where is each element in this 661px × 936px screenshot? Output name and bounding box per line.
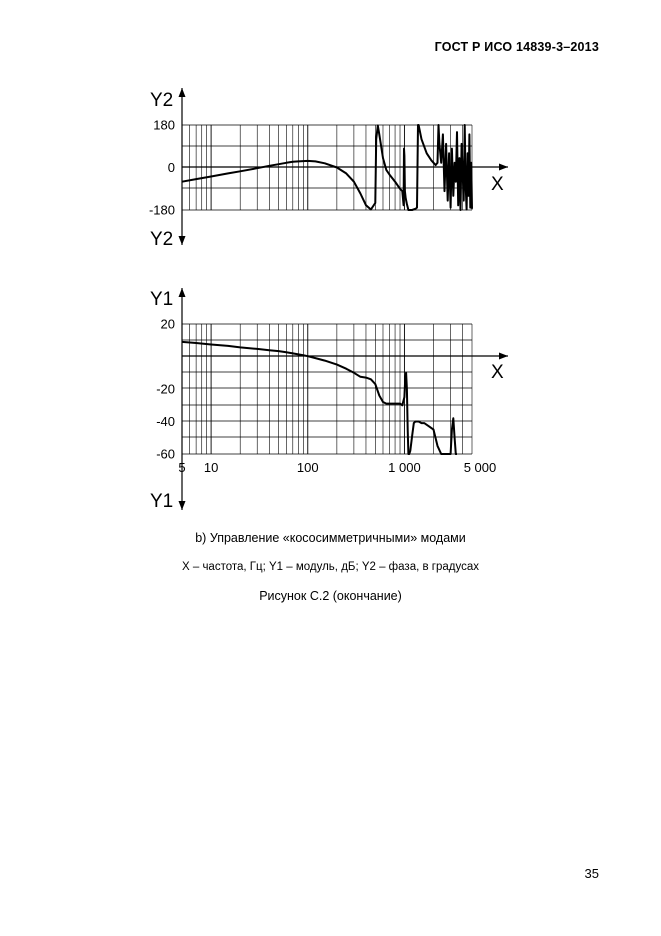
magnitude-x-tick-label: 100 (296, 460, 319, 475)
magnitude-y-arrow-down (179, 501, 186, 510)
document-header: ГОСТ Р ИСО 14839-3–2013 (434, 40, 599, 54)
figure-caption: Рисунок С.2 (окончание) (259, 589, 402, 603)
magnitude-y-tick-label: -40 (156, 414, 175, 429)
phase-y-arrow-up (179, 88, 186, 97)
magnitude-x-tick-label: 5 (178, 460, 186, 475)
phase-y-tick-label: -180 (148, 202, 175, 218)
magnitude-x-tick-label: 10 (203, 460, 219, 475)
phase-y-label-top: Y2 (150, 90, 174, 111)
legend-caption: X – частота, Гц; Y1 – модуль, дБ; Y2 – фаза, в градусах (181, 561, 479, 573)
phase-y-label-bottom: Y2 (150, 229, 174, 250)
magnitude-axes (179, 288, 509, 510)
magnitude-x-tick-label: 5 000 (463, 460, 497, 475)
phase-y-tick-labels (149, 118, 175, 218)
magnitude-y-arrow-up (179, 288, 186, 297)
phase-x-arrow (499, 164, 508, 171)
magnitude-y-tick-labels (156, 317, 175, 462)
magnitude-x-tick-labels (178, 460, 496, 475)
magnitude-y-tick-label: 20 (160, 316, 175, 332)
phase-chart (149, 88, 508, 250)
magnitude-y-label-top: Y1 (150, 289, 174, 310)
subfigure-caption: b) Управление «кососимметричными» модами (195, 531, 466, 545)
magnitude-x-tick-label: 1 000 (388, 460, 421, 475)
magnitude-chart (150, 288, 508, 512)
magnitude-y-label-bottom: Y1 (150, 491, 174, 512)
magnitude-x-arrow (499, 353, 508, 360)
magnitude-y-tick-label: -60 (156, 446, 175, 462)
phase-y-arrow-down (179, 236, 186, 245)
phase-y-tick-label: 0 (167, 160, 175, 175)
phase-x-label: X (491, 174, 504, 195)
magnitude-x-label: X (491, 362, 504, 383)
phase-y-tick-label: 180 (153, 117, 175, 133)
magnitude-grid (182, 324, 472, 454)
magnitude-y-tick-label: -20 (156, 381, 175, 397)
page-number: 35 (584, 866, 599, 881)
